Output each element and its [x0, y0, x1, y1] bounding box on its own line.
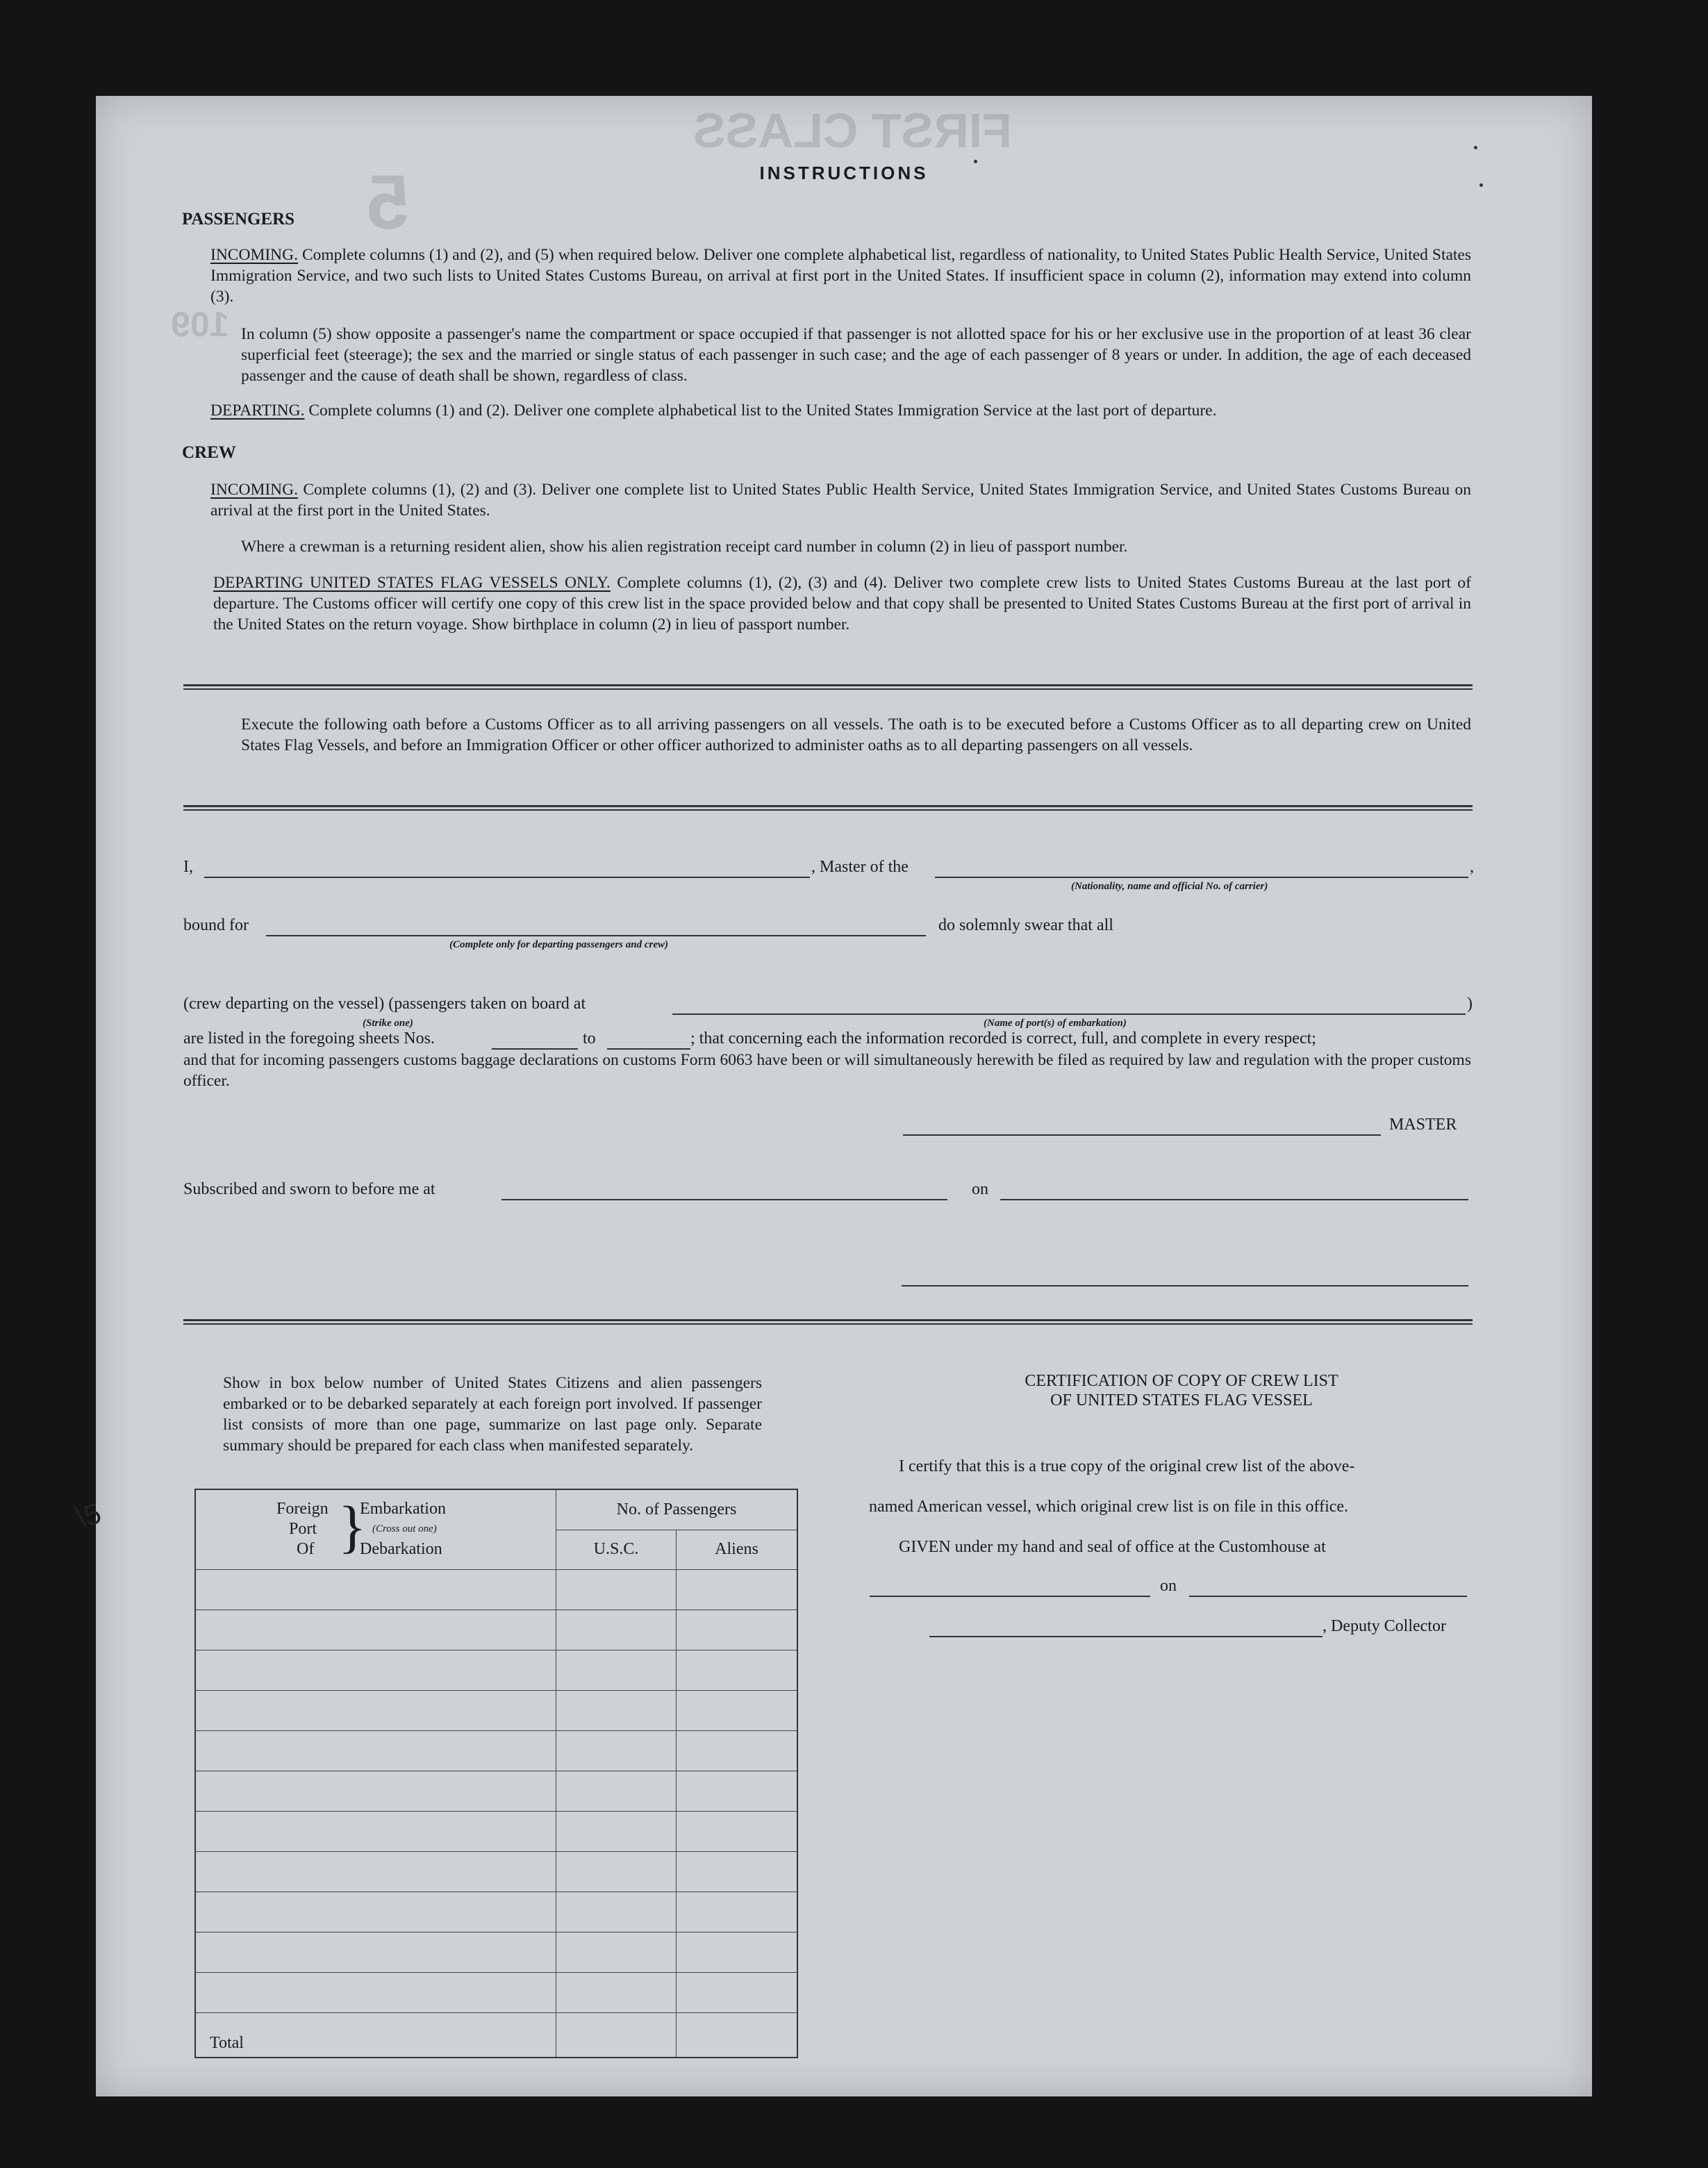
usc-header: U.S.C. — [556, 1530, 677, 1570]
crew-departing-paragraph — [213, 572, 1471, 635]
deputy-signature-field[interactable] — [929, 1636, 1323, 1637]
summary-instruction: Show in box below number of United States Citizens and alien passengers embarked or to be debarked separately at each foreign port involved. If passenger list consists of more than one page, summarize on last page only. Separate summary should be prepared for each class when manifested separately. — [223, 1374, 762, 1455]
total-usc-cell[interactable] — [556, 2013, 677, 2058]
certify-line-1: I certify that this is a true copy of the original crew list of the above- — [899, 1457, 1355, 1475]
bound-for-caption: (Complete only for departing passengers and crew) — [449, 939, 668, 950]
port-cell[interactable] — [195, 1610, 556, 1650]
carrier-field[interactable] — [935, 877, 1468, 878]
port-cell[interactable] — [195, 1650, 556, 1691]
aliens-header: Aliens — [677, 1530, 798, 1570]
table-row — [195, 1812, 797, 1852]
aliens-cell[interactable] — [677, 1812, 798, 1852]
certification-heading-1: CERTIFICATION OF COPY OF CREW LIST — [1025, 1372, 1338, 1390]
master-name-field[interactable] — [204, 877, 810, 878]
foreign-label: Foreign — [276, 1500, 329, 1518]
aliens-cell[interactable] — [677, 1570, 798, 1610]
port-cell[interactable] — [195, 1731, 556, 1771]
aliens-cell[interactable] — [677, 1650, 798, 1691]
passengers-departing-label: DEPARTING. — [210, 402, 305, 420]
usc-cell[interactable] — [556, 1650, 677, 1691]
aliens-cell[interactable] — [677, 1610, 798, 1650]
passengers-heading: PASSENGERS — [182, 210, 295, 229]
port-cell[interactable] — [195, 1812, 556, 1852]
sworn-on-label: on — [972, 1180, 988, 1198]
crew-incoming-label: INCOMING. — [210, 481, 298, 499]
scan-speck — [1474, 146, 1477, 149]
passengers-incoming-text: Complete columns (1) and (2), and (5) when required below. Deliver one complete alphabetical list, regardless of nationality, to United States Public Health Service, United States Immigration Service, and two such lists to United States Customs Bureau, on arrival at first port in the United States. If insufficient space in column (2), information may extend into column (3). — [210, 246, 1472, 306]
port-cell[interactable] — [195, 1691, 556, 1731]
table-row — [195, 1691, 797, 1731]
crew-incoming-paragraph — [210, 479, 1471, 521]
aliens-cell[interactable] — [677, 1973, 798, 2013]
usc-cell[interactable] — [556, 1771, 677, 1812]
crew-heading: CREW — [182, 443, 236, 462]
master-signature-field[interactable] — [903, 1134, 1381, 1136]
certify-line-2: named American vessel, which original crew list is on file in this office. — [869, 1498, 1349, 1516]
crew-departing-label: (crew departing on the vessel) (passengers taken on board at — [183, 995, 586, 1013]
aliens-cell[interactable] — [677, 1771, 798, 1812]
port-cell[interactable] — [195, 1570, 556, 1610]
scan-speck — [974, 160, 977, 163]
debarkation-label: Debarkation — [360, 1540, 442, 1558]
usc-cell[interactable] — [556, 1610, 677, 1650]
oath-master-of-label: , Master of the — [811, 858, 909, 876]
listed-sheets-label: are listed in the foregoing sheets Nos. — [183, 1029, 435, 1048]
oath-instruction: Execute the following oath before a Customs Officer as to all arriving passengers on all vessels. The oath is to be executed before a Customs Officer as to all departing crew on United States Flag Vessels, and before an Immigration Officer or other officer authorized to administer oaths as to all departing passengers on all vessels. — [241, 715, 1471, 754]
aliens-cell[interactable] — [677, 1933, 798, 1973]
form-page — [72, 96, 1592, 2096]
bound-for-label: bound for — [183, 916, 249, 934]
aliens-cell[interactable] — [677, 1892, 798, 1933]
passengers-incoming-label: INCOMING. — [210, 246, 298, 264]
double-rule — [183, 684, 1473, 690]
oath-i-label: I, — [183, 858, 193, 876]
port-header-cell — [195, 1489, 556, 1570]
master-label: MASTER — [1389, 1116, 1457, 1134]
officer-signature-field[interactable] — [902, 1285, 1468, 1286]
usc-cell[interactable] — [556, 1852, 677, 1892]
port-label: Port — [289, 1520, 317, 1538]
certification-heading-2: OF UNITED STATES FLAG VESSEL — [1050, 1391, 1313, 1409]
no-passengers-header: No. of Passengers — [556, 1489, 798, 1530]
of-label: Of — [297, 1540, 315, 1558]
usc-cell[interactable] — [556, 1731, 677, 1771]
subscribed-label: Subscribed and sworn to before me at — [183, 1180, 436, 1198]
certify-date-field[interactable] — [1189, 1596, 1467, 1597]
double-rule — [183, 805, 1473, 811]
usc-cell[interactable] — [556, 1892, 677, 1933]
double-rule — [183, 1319, 1473, 1325]
show-through-text: 5 — [367, 160, 410, 245]
brace-glyph: } — [338, 1495, 367, 1559]
listed-baggage-text: and that for incoming passengers customs baggage declarations on customs Form 6063 have been or will simultaneously herewith be filed as required by law and regulation with the proper customs officer. — [183, 1051, 1471, 1090]
port-cell[interactable] — [195, 1852, 556, 1892]
oath-comma: , — [1470, 858, 1474, 876]
table-row — [195, 1892, 797, 1933]
strike-caption: (Strike one) — [363, 1018, 413, 1029]
crew-departing-label: DEPARTING UNITED STATES FLAG VESSELS ONLY. — [213, 574, 611, 592]
sworn-place-field[interactable] — [501, 1199, 947, 1200]
aliens-cell[interactable] — [677, 1691, 798, 1731]
table-row — [195, 1933, 797, 1973]
table-row — [195, 1973, 797, 2013]
aliens-cell[interactable] — [677, 1852, 798, 1892]
port-cell[interactable] — [195, 1973, 556, 2013]
scan-speck — [1479, 183, 1483, 187]
cross-out-caption: (Cross out one) — [372, 1523, 437, 1534]
total-label: Total — [195, 2013, 556, 2058]
handwritten-margin-mark: \5 — [72, 1496, 105, 1534]
listed-certify-text: ; that concerning each the information recorded is correct, full, and complete in every respect; — [690, 1029, 1316, 1048]
passengers-column5-paragraph: In column (5) show opposite a passenger's name the compartment or space occupied if that passenger is not allotted space for his or her exclusive use in the proportion of at least 36 clear superficial feet (steerage); the sex and the married or single status of each passenger in such case; and the age of each passenger of 8 years or under. In addition, the age of each deceased passenger and the cause of death shall be shown, regardless of class. — [241, 325, 1471, 385]
embarkation-label: Embarkation — [360, 1500, 446, 1518]
aliens-cell[interactable] — [677, 1731, 798, 1771]
swear-label: do solemnly swear that all — [938, 916, 1113, 934]
certify-on-label: on — [1160, 1577, 1177, 1595]
show-through-text: 109 — [171, 305, 229, 344]
table-row — [195, 1731, 797, 1771]
table-row — [195, 1771, 797, 1812]
bound-for-field[interactable] — [266, 935, 926, 936]
port-of-embarkation-field[interactable] — [672, 1013, 1466, 1015]
certify-line-3: GIVEN under my hand and seal of office at the Customhouse at — [899, 1538, 1326, 1556]
table-row — [195, 1610, 797, 1650]
deputy-collector-label: , Deputy Collector — [1323, 1617, 1446, 1635]
port-cell[interactable] — [195, 1771, 556, 1812]
page-title: INSTRUCTIONS — [759, 163, 929, 183]
total-aliens-cell[interactable] — [677, 2013, 798, 2058]
crew-incoming-text: Complete columns (1), (2) and (3). Deliver one complete list to United States Public Health Service, United States Immigration Service, and United States Customs Bureau on arrival at the first port in the United States. — [210, 481, 1471, 520]
crew-departing-text: Complete columns (1), (2), (3) and (4). Deliver two complete crew lists to United States Customs Bureau at the last port of departure. The Customs officer will certify one copy of this crew list in the space provided below and that copy shall be presented to United States Customs Bureau at the first port of arrival in the United States on the return voyage. Show birthplace in column (2) in lieu of passport number. — [213, 574, 1471, 634]
passengers-departing-paragraph — [210, 400, 1471, 421]
table-row — [195, 1650, 797, 1691]
customhouse-field[interactable] — [870, 1596, 1150, 1597]
crew-alien-paragraph: Where a crewman is a returning resident alien, show his alien registration receipt card number in column (2) in lieu of passport number. — [241, 538, 1128, 556]
passenger-summary-table — [194, 1489, 798, 2058]
port-cell[interactable] — [195, 1933, 556, 1973]
table-row — [195, 1852, 797, 1892]
table-row — [195, 1570, 797, 1610]
show-through-text: FIRST CLASS — [693, 104, 1012, 158]
usc-cell[interactable] — [556, 1691, 677, 1731]
total-row — [195, 2013, 797, 2058]
usc-cell[interactable] — [556, 1812, 677, 1852]
passengers-incoming-paragraph — [210, 245, 1471, 307]
port-cell[interactable] — [195, 1892, 556, 1933]
nationality-caption: (Nationality, name and official No. of carrier) — [1071, 881, 1268, 892]
usc-cell[interactable] — [556, 1570, 677, 1610]
usc-cell[interactable] — [556, 1933, 677, 1973]
close-paren: ) — [1467, 995, 1473, 1013]
sworn-date-field[interactable] — [1000, 1199, 1468, 1200]
usc-cell[interactable] — [556, 1973, 677, 2013]
listed-to-label: to — [583, 1029, 596, 1048]
port-caption: (Name of port(s) of embarkation) — [984, 1018, 1127, 1029]
passengers-departing-text: Complete columns (1) and (2). Deliver one complete alphabetical list to the United States Immigration Service at the last port of departure. — [308, 402, 1217, 420]
